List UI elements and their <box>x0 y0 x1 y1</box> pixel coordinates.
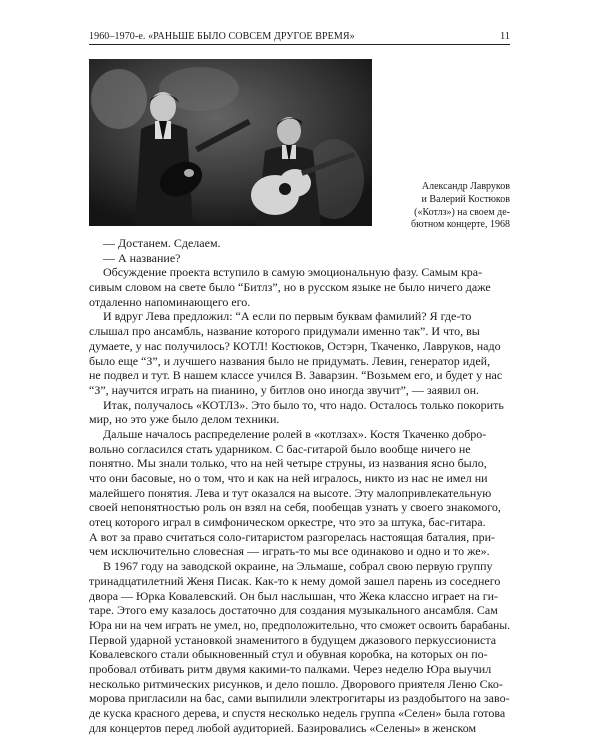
caption-line: Александр Лавруков <box>421 181 510 192</box>
text-line: Итак, получалось «КОТЛЗ». Это было то, что надо. Осталось только покорить <box>103 397 504 412</box>
text-line: не подвел и тут. В нашем классе учился В. Заварзин. “Возьмем его, и будет у нас <box>89 368 503 383</box>
text-line: сивым словом на свете было “Битлз”, но в русском языке не было ничего даже <box>89 280 491 295</box>
text-line: Первой ударной установкой знаменитого в будущем джазового перкуссиониста <box>89 632 497 647</box>
text-line: слышал про ансамбль, название которого придумали именно так”. И что, вы <box>89 324 480 339</box>
text-line: своей непонятностью роль он взял на себя, пообещав узнать у своего знакомого, <box>89 500 501 515</box>
text-line: для концертов перед любой аудиторией. Базировались «Селены» в женском <box>89 720 477 735</box>
text-line: тринадцатилетний Женя Писак. Как-то к нему домой зашел парень из соседнего <box>89 573 501 588</box>
caption-line: бютном концерте, 1968 <box>411 219 510 231</box>
text-line: — А название? <box>103 250 181 265</box>
text-line: понятно. Мы знали только, что на ней четыре струны, из названия ясно было, <box>89 456 487 471</box>
text-line: А вот за право считаться соло-гитаристом разгорелась настоящая баталия, при- <box>89 529 496 544</box>
body-text <box>89 236 510 735</box>
text-line: морова пригласили на бас, сами выпилили электрогитары из раздобытого на заво- <box>89 691 510 706</box>
text-line: что они басовые, но о том, что и как на ней игралось, никто из нас не имел ни <box>89 471 488 485</box>
text-line: таре. Этого ему казалось достаточно для создания музыкального ансамбля. Сам <box>89 603 498 618</box>
concert-photo <box>89 59 372 226</box>
header-rule <box>89 44 510 45</box>
text-line: Юра ни на чем играть не умел, но, предположительно, что сможет освоить барабаны. <box>89 617 510 632</box>
text-line: “З”, научится играть на пианино, у битлов оно иногда звучит”, — заявил он. <box>89 382 480 397</box>
text-line: В 1967 году на заводской окраине, на Эльмаше, собрал свою первую группу <box>103 559 493 574</box>
text-line: — Достанем. Сделаем. <box>103 236 221 250</box>
text-line: де куска красного дерева, и спустя несколько недель группа «Селен» была готова <box>89 706 506 720</box>
text-line: Дальше началось распределение ролей в «котлзах». Костя Ткаченко добро- <box>103 426 487 441</box>
text-line: думаете, у нас получилось? КОТЛ! Костюков, Остэрн, Ткаченко, Лавруков, надо <box>89 338 501 353</box>
text-line: отдаленно напоминающего его. <box>89 294 251 309</box>
text-line: Обсуждение проекта вступило в самую эмоциональную фазу. Самым кра- <box>103 265 483 280</box>
running-header <box>89 30 510 44</box>
text-line: чем исключительно словесная — играть-то мы все одинаково и одно и то же». <box>89 544 490 559</box>
text-line: пробовал отбивать ритм двумя какими-то палками. Через неделю Юра выучил <box>89 661 492 676</box>
text-line: отец которого играл в симфоническом оркестре, что это за штука, бас-гитара. <box>89 515 486 530</box>
caption-line: и Валерий Костюков <box>421 193 510 205</box>
text-line: Ковалевского стали обыкновенный стул и обувная коробка, на которых он по- <box>89 647 488 662</box>
photo-caption <box>382 181 510 232</box>
text-line: И вдруг Лева предложил: “А если по первым буквам фамилий? Я где-то <box>103 309 472 324</box>
page-number: 11 <box>500 31 510 42</box>
text-line: мир, но это уже было делом техники. <box>89 412 280 427</box>
text-line: вольно согласился стать ударником. С бас-гитарой было вообще ничего не <box>89 441 471 456</box>
text-line: несколько ритмических рисунков, и дело пошло. Дворового приятеля Леню Ско- <box>89 676 503 691</box>
caption-line: («Котлз») на своем де- <box>414 206 510 218</box>
text-line: двора — Юрка Ковалевский. Он был наслышан, что Жека классно играет на ги- <box>89 588 499 603</box>
text-line: малейшего понятия. Лева и тут оказался на высоте. Эту малопривлекательную <box>89 485 492 500</box>
text-line: было еще “З”, и лучшего названия было не придумать. Левин, генератор идей, <box>89 353 491 368</box>
running-title: 1960–1970-е. «РАНЬШЕ БЫЛО СОВСЕМ ДРУГОЕ ВРЕМЯ» <box>89 31 355 42</box>
